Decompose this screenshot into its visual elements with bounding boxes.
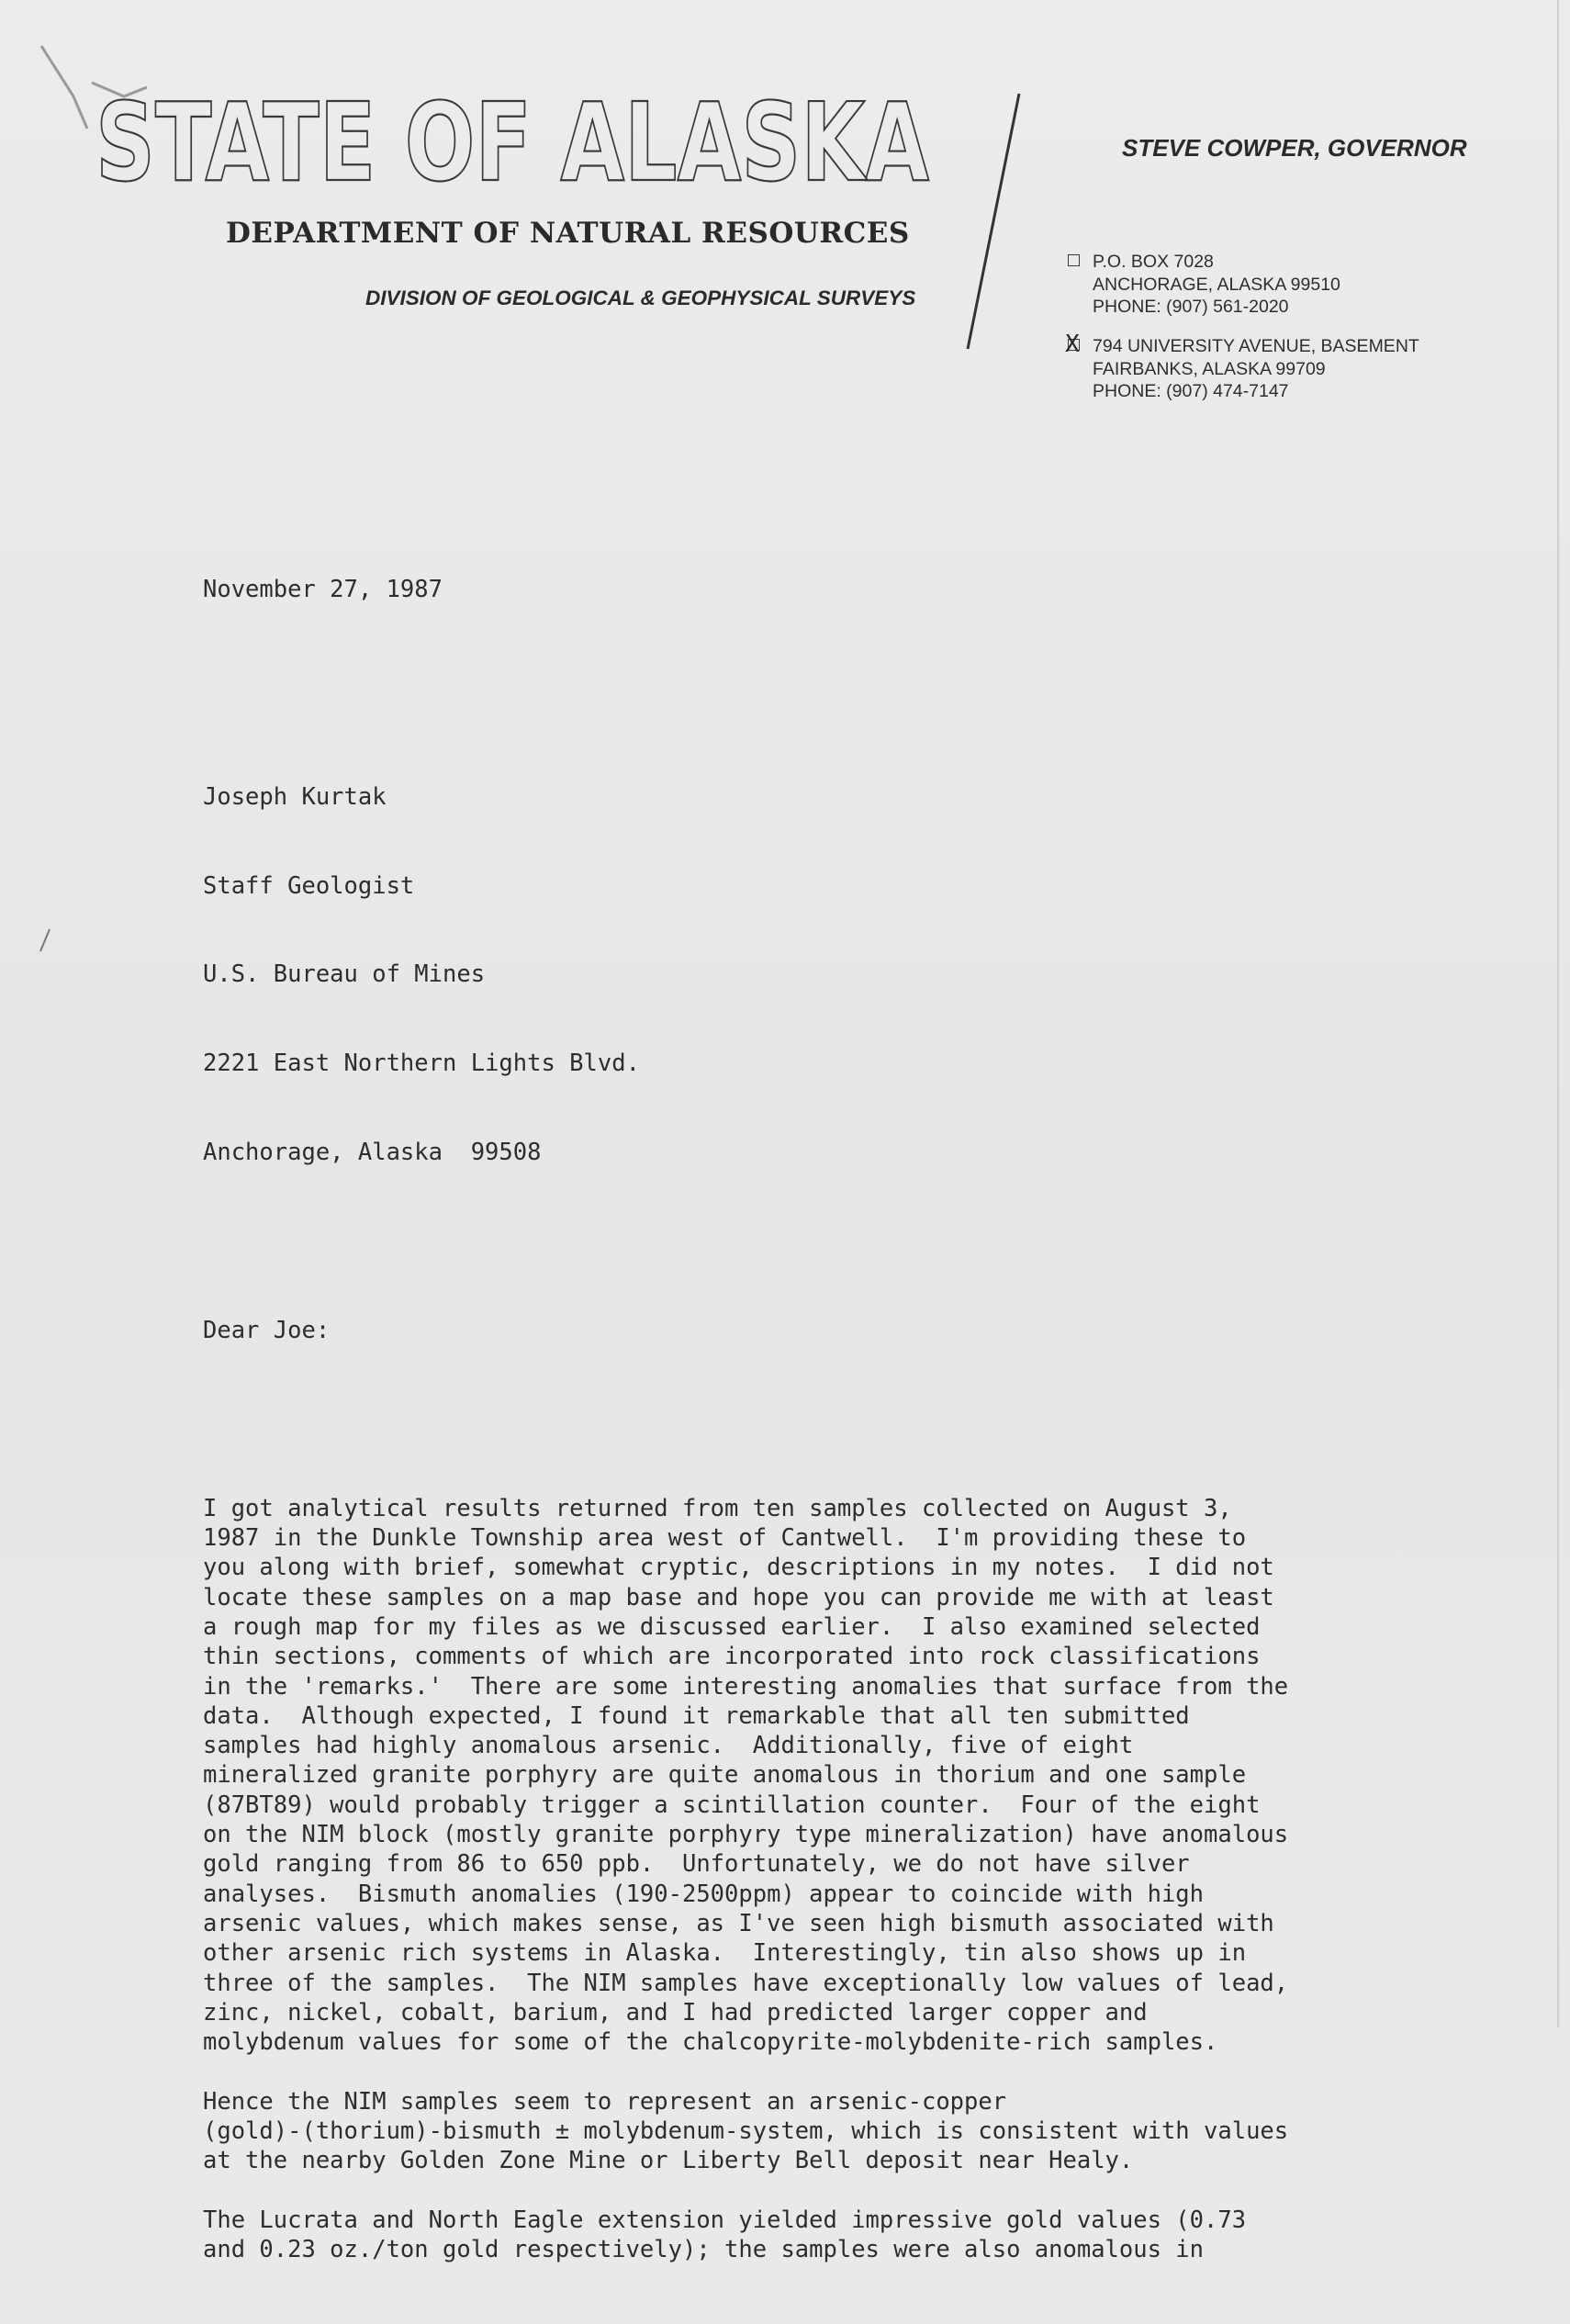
address-line: ANCHORAGE, ALASKA 99510 — [1093, 274, 1340, 295]
paragraph-line: in the 'remarks.' There are some interesting anomalies that surface from the — [203, 1672, 1289, 1701]
state-title-logo — [92, 79, 936, 206]
letter-date: November 27, 1987 — [203, 575, 443, 603]
paragraph-line: Hence the NIM samples seem to represent an arsenic-copper — [203, 2087, 1007, 2116]
letter-paragraphs — [203, 1494, 1288, 2265]
address-line: P.O. BOX 7028 — [1093, 252, 1214, 272]
governor-name: STEVE COWPER, GOVERNOR — [1122, 134, 1467, 162]
paragraph-line: I got analytical results returned from ten samples collected on August 3, — [203, 1494, 1232, 1522]
checkmark-x: X — [1065, 331, 1080, 358]
paragraph-line: samples had highly anomalous arsenic. Additionally, five of eight — [203, 1732, 1134, 1760]
address-fairbanks — [1065, 331, 1419, 403]
paragraph-line: data. Although expected, I found it remarkable that all ten submitted — [203, 1701, 1190, 1730]
paragraph-line: zinc, nickel, cobalt, barium, and I had predicted larger copper and — [203, 1998, 1148, 2026]
recipient-line: Joseph Kurtak — [203, 782, 387, 811]
address-checkbox — [1068, 254, 1080, 266]
paragraph-line: molybdenum values for some of the chalcopyrite-molybdenite-rich samples. — [203, 2028, 1218, 2057]
recipient-line: Staff Geologist — [203, 871, 415, 900]
paragraph-line: on the NIM block (mostly granite porphyry type mineralization) have anomalous — [203, 1821, 1289, 1849]
page-edge — [1557, 0, 1559, 2027]
address-line: PHONE: (907) 561-2020 — [1093, 297, 1289, 317]
paragraph-line: (87BT89) would probably trigger a scintillation counter. Four of the eight — [203, 1791, 1261, 1819]
paragraph-line: a rough map for my files as we discussed earlier. I also examined selected — [203, 1612, 1261, 1641]
recipient-line: Anchorage, Alaska 99508 — [203, 1139, 542, 1167]
salutation: Dear Joe: — [203, 1317, 331, 1345]
address-line: FAIRBANKS, ALASKA 99709 — [1093, 358, 1326, 379]
address-anchorage — [1093, 251, 1340, 319]
paragraph-line: The Lucrata and North Eagle extension yielded impressive gold values (0.73 — [203, 2206, 1247, 2234]
margin-mark — [37, 927, 55, 955]
state-title: STATE OF ALASKA — [95, 79, 929, 206]
paragraph-line: and 0.23 oz./ton gold respectively); the samples were also anomalous in — [203, 2236, 1205, 2264]
address-line: PHONE: (907) 474-7147 — [1093, 381, 1289, 401]
paragraph-line: three of the samples. The NIM samples have exceptionally low values of lead, — [203, 1969, 1289, 1997]
letterhead-divider — [955, 92, 1028, 358]
paragraph-line: mineralized granite porphyry are quite anomalous in thorium and one sample — [203, 1761, 1247, 1790]
paragraph-line: other arsenic rich systems in Alaska. Interestingly, tin also shows up in — [203, 1939, 1247, 1968]
paragraph-line: arsenic values, which makes sense, as I've seen high bismuth associated with — [203, 1909, 1274, 1937]
division-name: DIVISION OF GEOLOGICAL & GEOPHYSICAL SURVEYS — [365, 286, 916, 309]
recipient-line: U.S. Bureau of Mines — [203, 960, 486, 989]
paragraph-line: locate these samples on a map base and hope you can provide me with at least — [203, 1583, 1274, 1611]
letter-body — [203, 515, 1288, 2324]
paragraph-line: analyses. Bismuth anomalies (190-2500ppm) appear to coincide with high — [203, 1880, 1205, 1908]
address-line: 794 UNIVERSITY AVENUE, BASEMENT — [1093, 336, 1419, 356]
department-name: DEPARTMENT OF NATURAL RESOURCES — [226, 217, 910, 250]
paragraph-line: (gold)-(thorium)-bismuth ± molybdenum-system, which is consistent with values — [203, 2117, 1289, 2146]
recipient-line: 2221 East Northern Lights Blvd. — [203, 1050, 640, 1078]
paragraph-line: gold ranging from 86 to 650 ppb. Unfortunately, we do not have silver — [203, 1850, 1190, 1879]
paragraph-line: thin sections, comments of which are incorporated into rock classifications — [203, 1643, 1261, 1671]
paragraph-line: you along with brief, somewhat cryptic, descriptions in my notes. I did not — [203, 1554, 1274, 1582]
paragraph-line: at the nearby Golden Zone Mine or Liberty Bell deposit near Healy. — [203, 2147, 1134, 2175]
paragraph-line: 1987 in the Dunkle Township area west of Cantwell. I'm providing these to — [203, 1524, 1247, 1553]
